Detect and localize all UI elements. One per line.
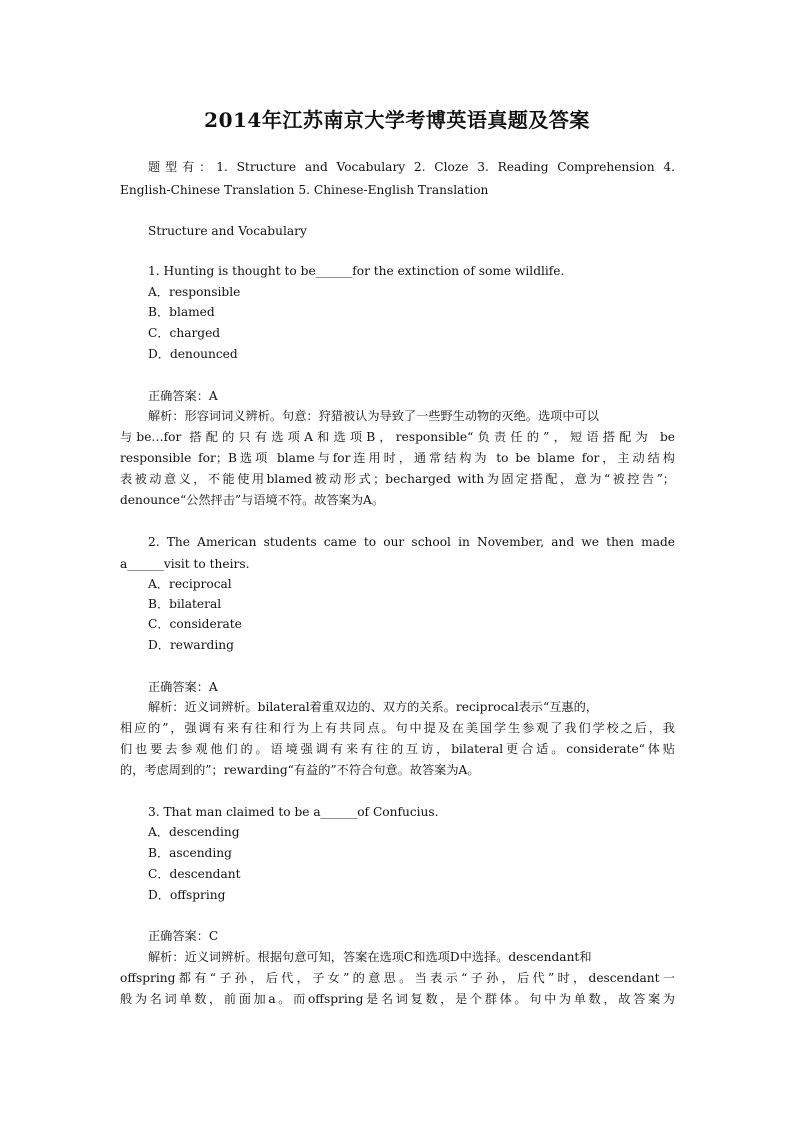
intro-line-1: 题型有：1. Structure and Vocabulary 2. Cloze 3. Reading Comprehension 4.: [148, 160, 675, 174]
q1-option-b: B．blamed: [148, 305, 215, 319]
q1-explanation-line-3: responsible for；B选项 blame与for连用时，通常结构为 to be blame for，主动结构: [120, 451, 675, 465]
q1-option-a: A．responsible: [148, 285, 241, 299]
section-heading: Structure and Vocabulary: [148, 224, 307, 238]
q2-option-b: B．bilateral: [148, 597, 222, 611]
q3-stem: 3. That man claimed to be a______of Confucius.: [148, 805, 439, 819]
q3-option-b: B．ascending: [148, 846, 232, 860]
q1-stem: 1. Hunting is thought to be______for the extinction of some wildlife.: [148, 264, 565, 278]
q2-stem-line-2: a______visit to theirs.: [120, 557, 250, 571]
q1-answer: 正确答案：A: [148, 389, 218, 403]
document-title: 2014年江苏南京大学考博英语真题及答案: [204, 108, 590, 132]
q3-option-d: D．offspring: [148, 888, 226, 902]
q1-explanation-line-2: 与be…for 搭配的只有选项A和选项B，responsible“负责任的”，短语搭配为 be: [120, 430, 675, 444]
q2-stem-line-1: 2. The American students came to our school in November, and we then made: [148, 535, 675, 549]
q1-explanation-line-4: 表被动意义，不能使用blamed被动形式；becharged with为固定搭配，意为“被控告”；: [120, 472, 675, 486]
q2-option-d: D．rewarding: [148, 638, 234, 652]
intro-line-2: English-Chinese Translation 5. Chinese-English Translation: [120, 183, 489, 197]
q2-explanation-line-2: 相应的”，强调有来有往和行为上有共同点。句中提及在美国学生参观了我们学校之后，我: [120, 721, 675, 735]
q2-explanation-line-4: 的，考虑周到的”；rewarding“有益的”不符合句意。故答案为A。: [120, 763, 480, 777]
q2-explanation-line-3: 们也要去参观他们的。语境强调有来有往的互访，bilateral更合适。considerate“体贴: [120, 742, 675, 756]
q2-option-c: C．considerate: [148, 617, 242, 631]
q2-explanation-line-1: 解析：近义词辨析。bilateral着重双边的、双方的关系。reciprocal表示“互惠的，: [148, 700, 598, 714]
q3-answer: 正确答案：C: [148, 929, 219, 943]
q3-option-a: A．descending: [148, 825, 240, 839]
q3-explanation-line-1: 解析：近义词辨析。根据句意可知，答案在选项C和选项D中选择。descendant和: [148, 950, 592, 964]
q1-explanation-line-1: 解析：形容词词义辨析。句意：狩猎被认为导致了一些野生动物的灭绝。选项中可以: [148, 409, 599, 423]
q3-option-c: C．descendant: [148, 867, 241, 881]
q3-explanation-line-3: 般为名词单数，前面加a。而offspring是名词复数，是个群体。句中为单数，故答案为: [120, 992, 675, 1006]
q1-explanation-line-5: denounce“公然抨击”与语境不符。故答案为A。: [120, 493, 385, 507]
q1-option-c: C．charged: [148, 326, 221, 340]
q3-explanation-line-2: offspring都有“子孙，后代，子女”的意思。当表示“子孙，后代”时，descendant一: [120, 971, 675, 985]
q2-answer: 正确答案：A: [148, 680, 218, 694]
q2-option-a: A．reciprocal: [148, 577, 232, 591]
q1-option-d: D．denounced: [148, 347, 238, 361]
